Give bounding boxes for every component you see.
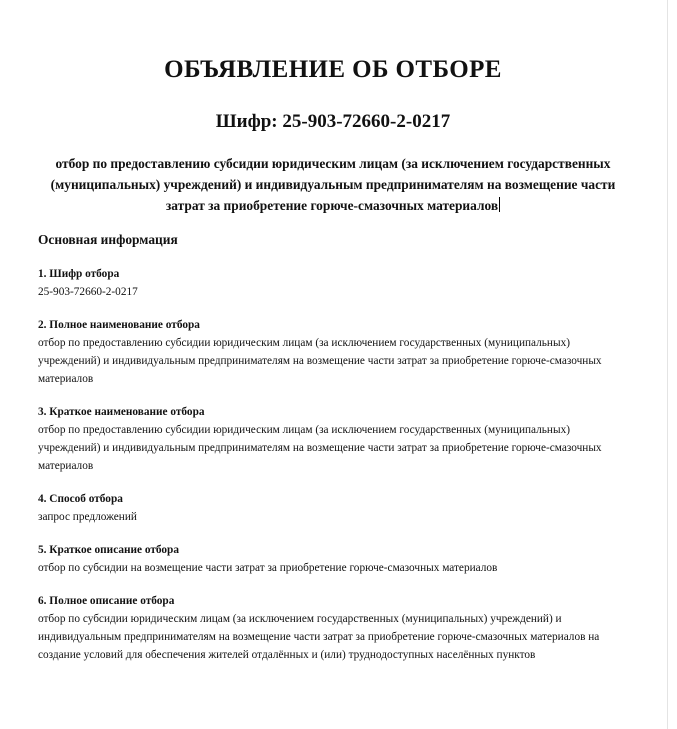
item-title: 1. Шифр отбора (38, 268, 120, 280)
item-value: отбор по субсидии юридическим лицам (за исключением государственных (муниципальных) учреждений) и индивидуальным предпринимателям на возмещение части затрат за приобретение горюче-смазочных материалов на создание условий для обеспечения жителей отдалённых и (или) труднодоступных населённых пунктов (38, 613, 600, 661)
info-item-method (38, 491, 628, 526)
document-subtitle[interactable] (38, 153, 628, 216)
info-item-short-description (38, 542, 628, 577)
text-cursor (499, 197, 500, 212)
info-item-full-name (38, 317, 628, 388)
page-edge (667, 0, 668, 729)
item-value: отбор по предоставлению субсидии юридическим лицам (за исключением государственных (муниципальных) учреждений) и индивидуальным предпринимателям на возмещение части затрат за приобретение горюче-смазочных материалов (38, 424, 602, 472)
document-body (38, 0, 628, 664)
item-title: 4. Способ отбора (38, 493, 123, 505)
item-value: отбор по предоставлению субсидии юридическим лицам (за исключением государственных (муниципальных) учреждений) и индивидуальным предпринимателям на возмещение части затрат за приобретение горюче-смазочных материалов (38, 337, 602, 385)
subtitle-text: отбор по предоставлению субсидии юридическим лицам (за исключением государственных (муниципальных) учреждений) и индивидуальным предпринимателям на возмещение части затрат за приобретение горюче-смазочных материалов (50, 156, 616, 213)
item-title: 3. Краткое наименование отбора (38, 406, 205, 418)
item-title: 6. Полное описание отбора (38, 595, 175, 607)
info-item-full-description (38, 593, 628, 664)
item-value: отбор по субсидии на возмещение части затрат за приобретение горюче-смазочных материалов (38, 562, 498, 574)
item-title: 5. Краткое описание отбора (38, 544, 179, 556)
info-item-short-name (38, 404, 628, 475)
document-title: ОБЪЯВЛЕНИЕ ОБ ОТБОРЕ (164, 56, 502, 83)
section-title: Основная информация (38, 232, 178, 247)
info-item-code (38, 266, 628, 301)
item-title: 2. Полное наименование отбора (38, 319, 200, 331)
item-value: 25-903-72660-2-0217 (38, 286, 138, 298)
code-heading: Шифр: 25-903-72660-2-0217 (215, 111, 451, 132)
item-value: запрос предложений (38, 511, 137, 523)
